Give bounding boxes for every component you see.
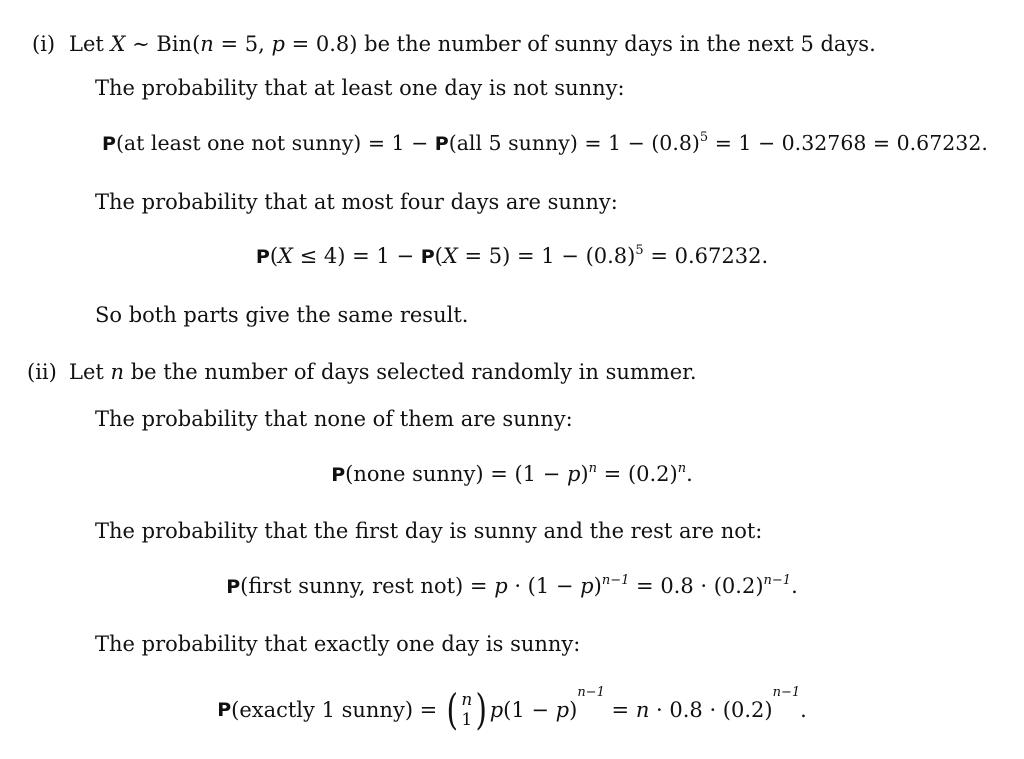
prob-symbol: P (331, 464, 346, 486)
part-i-equation-1 (102, 129, 988, 158)
prob-symbol: P (420, 246, 435, 268)
part-i-conclusion: So both parts give the same result. (95, 303, 469, 327)
eq-text: ) (580, 462, 589, 486)
eq-text: · (1 − (507, 574, 581, 598)
var-p: p (271, 32, 285, 56)
part-i-equation-2 (0, 242, 1024, 271)
prob-symbol: P (434, 133, 449, 155)
intro-text: be the number of days selected randomly in summer. (124, 360, 697, 384)
eq-text: ) (593, 574, 602, 598)
binom-stack (461, 690, 472, 730)
part-ii-text-2: The probability that the first day is sunny and the rest are not: (95, 519, 763, 543)
var-p: p (489, 698, 504, 722)
var-p: p (494, 574, 508, 598)
binom-top: n (461, 690, 473, 710)
eq-text: (exactly 1 sunny) = (231, 698, 444, 722)
eq-text: = (604, 698, 636, 722)
prob-symbol: P (217, 699, 232, 721)
eq-text: (first sunny, rest not) = (240, 574, 495, 598)
part-ii-intro (69, 358, 697, 386)
eq-text: ( (434, 244, 443, 268)
eq-text: . (800, 698, 807, 722)
part-i-text-2: The probability that at most four days are sunny: (95, 190, 618, 214)
prob-symbol: P (226, 576, 241, 598)
var-x: X (442, 244, 458, 268)
eq-text: . (686, 462, 693, 486)
part-ii-equation-3: P (exactly 1 sunny) = ( n 1 ) p (1 − p ) n−1 = n · 0.8 · (0.2) n−1 . (217, 685, 807, 734)
eq-text: ( (269, 244, 279, 268)
var-p: p (566, 462, 581, 486)
part-ii-text-1: The probability that none of them are sunny: (95, 407, 573, 431)
exponent: n−1 (763, 573, 792, 588)
intro-text: = 0.8) be the number of sunny days in the next 5 days. (284, 32, 876, 56)
eq-text: (1 − (503, 698, 556, 722)
eq-text: (all 5 sunny) = 1 − (0.8) (448, 131, 700, 155)
intro-text: Let (69, 360, 111, 384)
intro-text: = 5, (213, 32, 272, 56)
var-n: n (110, 360, 125, 384)
exponent: n (588, 461, 597, 476)
intro-text: ∼ Bin( (125, 32, 201, 56)
part-i-intro (69, 30, 876, 58)
var-p: p (555, 698, 570, 722)
intro-text: Let (69, 32, 111, 56)
var-n: n (635, 698, 650, 722)
eq-text: = 0.8 · (0.2) (629, 574, 764, 598)
eq-text: = 0.67232. (643, 244, 769, 268)
part-ii-text-3: The probability that exactly one day is sunny: (95, 632, 581, 656)
binom-open-paren: ( (446, 685, 458, 734)
binomial-coefficient (444, 685, 490, 734)
part-i-label: (i) (32, 32, 56, 56)
binom-close-paren: ) (475, 685, 488, 734)
exponent: 5 (635, 243, 644, 258)
part-ii-label: (ii) (27, 360, 57, 384)
var-n: n (200, 32, 214, 56)
eq-text: = (0.2) (597, 462, 678, 486)
eq-text: ≤ 4) = 1 − (292, 244, 421, 268)
part-ii-equation-2 (0, 572, 1024, 601)
var-p: p (580, 574, 594, 598)
exponent: n (677, 461, 687, 476)
exponent: 5 (699, 130, 709, 145)
eq-text: (none sunny) = (1 − (345, 462, 567, 486)
part-i-text-1: The probability that at least one day is not sunny: (95, 76, 625, 100)
eq-text: ) (569, 698, 578, 722)
eq-text: . (791, 574, 798, 598)
exponent: n−1 (601, 573, 630, 588)
eq-text: = 1 − 0.32768 = 0.67232. (708, 131, 988, 155)
eq-text: = 5) = 1 − (0.8) (457, 244, 636, 268)
prob-symbol: P (102, 133, 116, 155)
prob-symbol: P (255, 246, 270, 268)
eq-text: (at least one not sunny) = 1 − (115, 131, 435, 155)
eq-text: · 0.8 · (0.2) (649, 698, 773, 722)
binom-bottom: 1 (461, 710, 473, 730)
var-x: X (110, 32, 126, 56)
var-x: X (278, 244, 293, 268)
part-ii-equation-1 (0, 460, 1024, 489)
